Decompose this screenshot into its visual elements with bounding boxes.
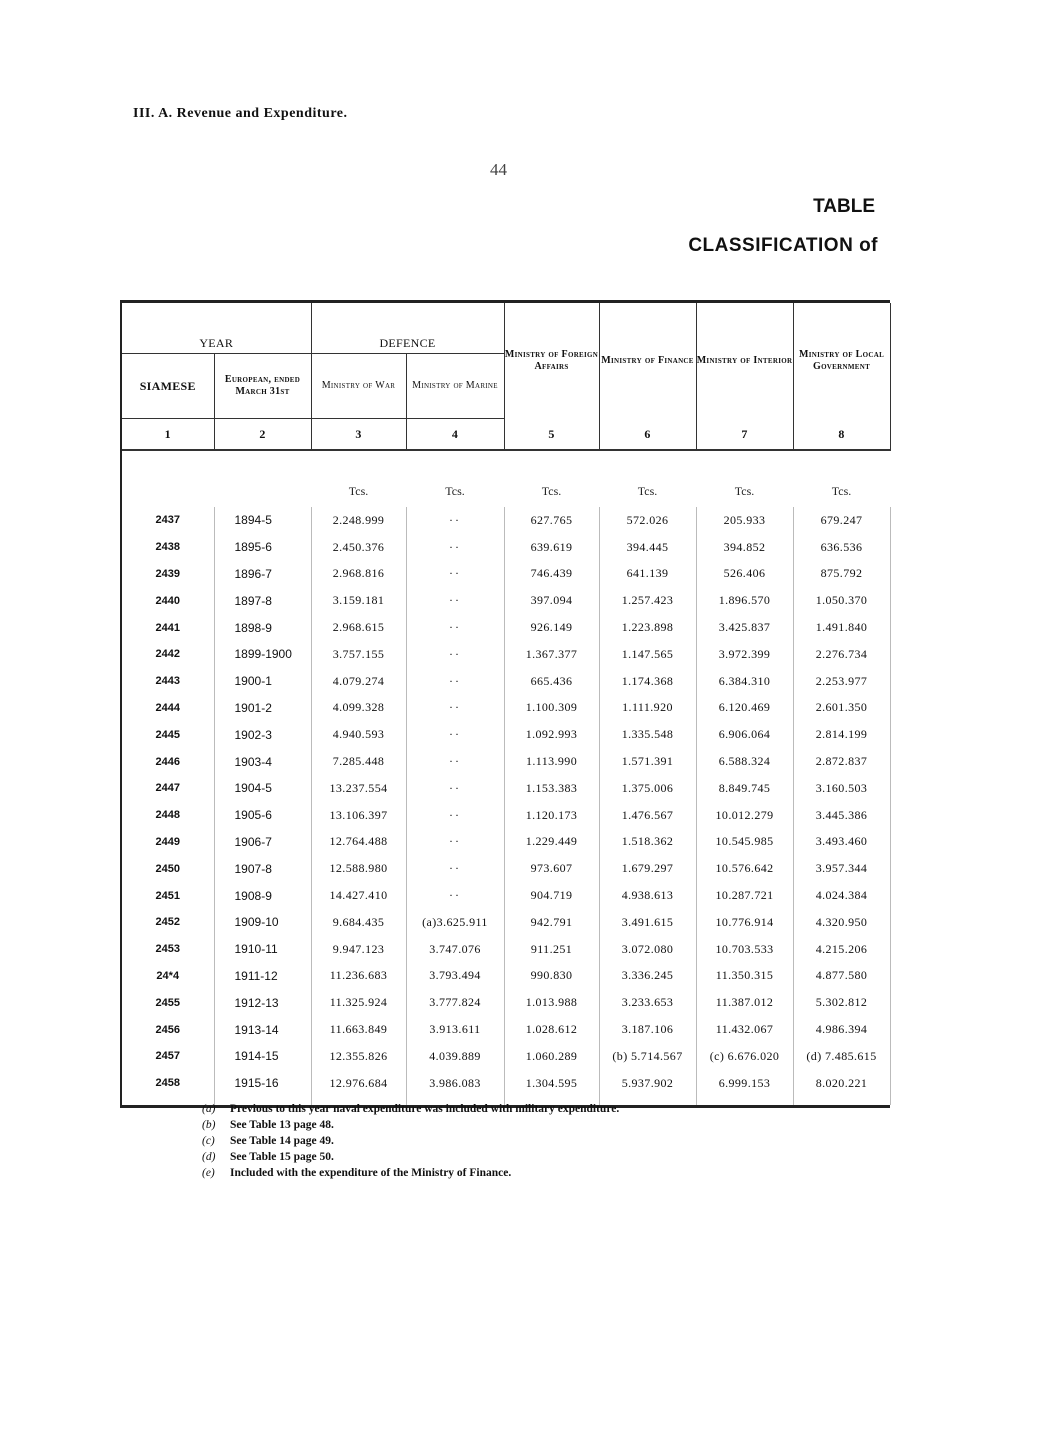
table-title: TABLE	[813, 196, 875, 217]
expenditure-value: 205.933	[696, 507, 793, 534]
expenditure-value: 3.957.344	[793, 855, 890, 882]
european-year: 1909-10	[214, 909, 311, 936]
footnote-mark: (e)	[202, 1167, 215, 1179]
footnote	[202, 1149, 619, 1165]
expenditure-table-wrapper	[120, 300, 890, 1108]
expenditure-value: 4.877.580	[793, 963, 890, 990]
table-row	[122, 1043, 890, 1070]
table-body	[122, 450, 890, 1105]
european-year: 1901-2	[214, 695, 311, 722]
expenditure-value: ··	[406, 748, 504, 775]
expenditure-value: 10.012.279	[696, 802, 793, 829]
expenditure-value: 1.476.567	[599, 802, 696, 829]
expenditure-value: 1.518.362	[599, 829, 696, 856]
expenditure-value: 394.445	[599, 534, 696, 561]
footnote-mark: (a)	[202, 1103, 216, 1115]
expenditure-value: 3.445.386	[793, 802, 890, 829]
footnote-text: Included with the expenditure of the Ministry of Finance.	[230, 1167, 512, 1179]
siamese-year: 2448	[122, 802, 214, 829]
european-year: 1914-15	[214, 1043, 311, 1070]
siamese-year: 2446	[122, 748, 214, 775]
footnote-text: Previous to this year naval expenditure was included with military expenditure.	[230, 1103, 620, 1115]
expenditure-value: 639.619	[504, 534, 599, 561]
expenditure-value: 4.099.328	[311, 695, 406, 722]
expenditure-value: 1.028.612	[504, 1016, 599, 1043]
expenditure-value: ··	[406, 587, 504, 614]
expenditure-value: 12.764.488	[311, 829, 406, 856]
header-european: European, ended March 31st	[214, 354, 311, 419]
table-row	[122, 534, 890, 561]
expenditure-value: 4.215.206	[793, 936, 890, 963]
expenditure-value: 6.384.310	[696, 668, 793, 695]
expenditure-value: 1.896.570	[696, 587, 793, 614]
header-defence: DEFENCE	[311, 303, 504, 354]
header-finance: Ministry of Finance	[599, 303, 696, 419]
expenditure-value: 3.425.837	[696, 614, 793, 641]
expenditure-value: 6.120.469	[696, 695, 793, 722]
european-year: 1896-7	[214, 561, 311, 588]
expenditure-value: ··	[406, 882, 504, 909]
table-row	[122, 909, 890, 936]
expenditure-value: (d) 7.485.615	[793, 1043, 890, 1070]
expenditure-value: 1.257.423	[599, 587, 696, 614]
siamese-year: 2449	[122, 829, 214, 856]
siamese-year: 2453	[122, 936, 214, 963]
european-year: 1895-6	[214, 534, 311, 561]
expenditure-value: 2.253.977	[793, 668, 890, 695]
unit-blank	[214, 450, 311, 507]
expenditure-value: ··	[406, 507, 504, 534]
header-ministry-war: Ministry of War	[311, 354, 406, 419]
expenditure-value: 1.375.006	[599, 775, 696, 802]
header-interior: Ministry of Interior	[696, 303, 793, 419]
expenditure-value: 2.450.376	[311, 534, 406, 561]
expenditure-value: ··	[406, 561, 504, 588]
footnote	[202, 1101, 619, 1117]
expenditure-value: ··	[406, 641, 504, 668]
expenditure-value: 3.747.076	[406, 936, 504, 963]
siamese-year: 2450	[122, 855, 214, 882]
expenditure-value: 942.791	[504, 909, 599, 936]
european-year: 1908-9	[214, 882, 311, 909]
expenditure-value: 4.320.950	[793, 909, 890, 936]
footnote	[202, 1133, 619, 1149]
expenditure-value: 990.830	[504, 963, 599, 990]
expenditure-value: 3.187.106	[599, 1016, 696, 1043]
siamese-year: 2458	[122, 1070, 214, 1105]
expenditure-value: (b) 5.714.567	[599, 1043, 696, 1070]
expenditure-value: 1.367.377	[504, 641, 599, 668]
expenditure-value: 7.285.448	[311, 748, 406, 775]
expenditure-value: 1.111.920	[599, 695, 696, 722]
expenditure-value: ··	[406, 802, 504, 829]
european-year: 1900-1	[214, 668, 311, 695]
table-row	[122, 641, 890, 668]
expenditure-value: 3.777.824	[406, 989, 504, 1016]
expenditure-value: 4.938.613	[599, 882, 696, 909]
european-year: 1902-3	[214, 721, 311, 748]
column-number-6: 6	[599, 419, 696, 451]
expenditure-value: 3.491.615	[599, 909, 696, 936]
siamese-year: 2445	[122, 721, 214, 748]
unit-label: Tcs.	[348, 484, 369, 498]
expenditure-value: 6.588.324	[696, 748, 793, 775]
siamese-year: 2439	[122, 561, 214, 588]
table-row	[122, 936, 890, 963]
expenditure-value: 4.986.394	[793, 1016, 890, 1043]
european-year: 1899-1900	[214, 641, 311, 668]
table-row	[122, 1070, 890, 1105]
table-row	[122, 748, 890, 775]
column-number-8: 8	[793, 419, 890, 451]
expenditure-value: 3.160.503	[793, 775, 890, 802]
expenditure-value: 1.113.990	[504, 748, 599, 775]
expenditure-value: 665.436	[504, 668, 599, 695]
expenditure-value: 1.491.840	[793, 614, 890, 641]
expenditure-value: 11.432.067	[696, 1016, 793, 1043]
footnote-mark: (c)	[202, 1135, 215, 1147]
expenditure-value: 11.236.683	[311, 963, 406, 990]
expenditure-value: 14.427.410	[311, 882, 406, 909]
expenditure-value: 1.153.383	[504, 775, 599, 802]
european-year: 1904-5	[214, 775, 311, 802]
footnotes	[202, 1101, 619, 1181]
table-row	[122, 775, 890, 802]
expenditure-value: 1.223.898	[599, 614, 696, 641]
footnote	[202, 1165, 619, 1181]
expenditure-value: 1.229.449	[504, 829, 599, 856]
expenditure-value: 12.976.684	[311, 1070, 406, 1105]
expenditure-value: 2.872.837	[793, 748, 890, 775]
siamese-year: 2452	[122, 909, 214, 936]
expenditure-value: 1.120.173	[504, 802, 599, 829]
expenditure-value: ··	[406, 695, 504, 722]
expenditure-value: 1.100.309	[504, 695, 599, 722]
expenditure-value: 973.607	[504, 855, 599, 882]
expenditure-value: 5.302.812	[793, 989, 890, 1016]
expenditure-value: (c) 6.676.020	[696, 1043, 793, 1070]
table-row	[122, 721, 890, 748]
european-year: 1905-6	[214, 802, 311, 829]
unit-label: Tcs.	[541, 484, 562, 498]
expenditure-value: 636.536	[793, 534, 890, 561]
table-row	[122, 963, 890, 990]
expenditure-value: 3.986.083	[406, 1070, 504, 1105]
table-row	[122, 802, 890, 829]
footnote-mark: (d)	[202, 1151, 216, 1163]
unit-label: Tcs.	[637, 484, 658, 498]
expenditure-value: ··	[406, 829, 504, 856]
european-year: 1897-8	[214, 587, 311, 614]
siamese-year: 2438	[122, 534, 214, 561]
expenditure-value: 9.684.435	[311, 909, 406, 936]
expenditure-value: 4.024.384	[793, 882, 890, 909]
table-row	[122, 989, 890, 1016]
column-number-4: 4	[406, 419, 504, 451]
siamese-year: 2440	[122, 587, 214, 614]
expenditure-value: 11.663.849	[311, 1016, 406, 1043]
section-heading: III. A. Revenue and Expenditure.	[133, 106, 348, 121]
expenditure-value: 4.079.274	[311, 668, 406, 695]
column-number-7: 7	[696, 419, 793, 451]
european-year: 1906-7	[214, 829, 311, 856]
expenditure-value: 9.947.123	[311, 936, 406, 963]
expenditure-value: ··	[406, 534, 504, 561]
expenditure-value: 1.060.289	[504, 1043, 599, 1070]
expenditure-value: 12.588.980	[311, 855, 406, 882]
unit-label: Tcs.	[831, 484, 852, 498]
expenditure-value: 3.972.399	[696, 641, 793, 668]
european-year: 1913-14	[214, 1016, 311, 1043]
expenditure-value: 3.336.245	[599, 963, 696, 990]
expenditure-value: 1.013.988	[504, 989, 599, 1016]
expenditure-value: 1.092.993	[504, 721, 599, 748]
expenditure-value: 679.247	[793, 507, 890, 534]
table-row	[122, 614, 890, 641]
expenditure-table	[122, 303, 891, 1105]
expenditure-value: ··	[406, 721, 504, 748]
expenditure-value: 4.940.593	[311, 721, 406, 748]
expenditure-value: 13.237.554	[311, 775, 406, 802]
european-year: 1894-5	[214, 507, 311, 534]
expenditure-value: 3.757.155	[311, 641, 406, 668]
table-row	[122, 561, 890, 588]
expenditure-value: 10.703.533	[696, 936, 793, 963]
european-year: 1912-13	[214, 989, 311, 1016]
expenditure-value: 10.545.985	[696, 829, 793, 856]
column-number-row	[122, 419, 890, 451]
european-year: 1907-8	[214, 855, 311, 882]
expenditure-value: 641.139	[599, 561, 696, 588]
expenditure-value: 904.719	[504, 882, 599, 909]
european-year: 1898-9	[214, 614, 311, 641]
european-year: 1910-11	[214, 936, 311, 963]
expenditure-value: 526.406	[696, 561, 793, 588]
table-row	[122, 695, 890, 722]
expenditure-value: 13.106.397	[311, 802, 406, 829]
table-row	[122, 882, 890, 909]
expenditure-value: 6.999.153	[696, 1070, 793, 1105]
expenditure-value: 11.387.012	[696, 989, 793, 1016]
table-row	[122, 668, 890, 695]
expenditure-value: 2.601.350	[793, 695, 890, 722]
expenditure-value: 627.765	[504, 507, 599, 534]
expenditure-value: 3.072.080	[599, 936, 696, 963]
expenditure-value: 1.679.297	[599, 855, 696, 882]
expenditure-value: 2.968.615	[311, 614, 406, 641]
expenditure-value: 2.968.816	[311, 561, 406, 588]
expenditure-value: 875.792	[793, 561, 890, 588]
expenditure-value: 3.493.460	[793, 829, 890, 856]
expenditure-value: 1.050.370	[793, 587, 890, 614]
expenditure-value: 11.325.924	[311, 989, 406, 1016]
unit-label: Tcs.	[445, 484, 465, 498]
expenditure-value: 3.159.181	[311, 587, 406, 614]
european-year: 1903-4	[214, 748, 311, 775]
expenditure-value: 3.793.494	[406, 963, 504, 990]
expenditure-value: 911.251	[504, 936, 599, 963]
header-year: YEAR	[122, 303, 311, 354]
expenditure-value: 2.276.734	[793, 641, 890, 668]
expenditure-value: 1.147.565	[599, 641, 696, 668]
expenditure-value: 926.149	[504, 614, 599, 641]
siamese-year: 2437	[122, 507, 214, 534]
expenditure-value: 8.849.745	[696, 775, 793, 802]
expenditure-value: (a)3.625.911	[406, 909, 504, 936]
expenditure-value: ··	[406, 775, 504, 802]
expenditure-value: 10.776.914	[696, 909, 793, 936]
european-year: 1911-12	[214, 963, 311, 990]
table-row	[122, 587, 890, 614]
expenditure-value: 12.355.826	[311, 1043, 406, 1070]
table-row	[122, 855, 890, 882]
expenditure-value: 746.439	[504, 561, 599, 588]
expenditure-value: 4.039.889	[406, 1043, 504, 1070]
siamese-year: 2442	[122, 641, 214, 668]
header-ministry-marine: Ministry of Marine	[406, 354, 504, 419]
page-number: 44	[490, 160, 507, 179]
expenditure-value: ··	[406, 668, 504, 695]
table-row	[122, 829, 890, 856]
unit-blank	[122, 450, 214, 507]
footnote	[202, 1117, 619, 1133]
expenditure-value: 1.571.391	[599, 748, 696, 775]
siamese-year: 2455	[122, 989, 214, 1016]
expenditure-value: 1.335.548	[599, 721, 696, 748]
expenditure-value: 10.287.721	[696, 882, 793, 909]
siamese-year: 2456	[122, 1016, 214, 1043]
footnote-text: See Table 13 page 48.	[230, 1119, 334, 1131]
footnote-text: See Table 14 page 49.	[230, 1135, 334, 1147]
expenditure-value: ··	[406, 614, 504, 641]
expenditure-value: 394.852	[696, 534, 793, 561]
expenditure-value: 8.020.221	[793, 1070, 890, 1105]
expenditure-value: 397.094	[504, 587, 599, 614]
unit-row	[122, 450, 890, 507]
table-subtitle: CLASSIFICATION of	[688, 235, 878, 256]
siamese-year: 2444	[122, 695, 214, 722]
expenditure-value: ··	[406, 855, 504, 882]
header-siamese: SIAMESE	[122, 354, 214, 419]
unit-label: Tcs.	[734, 484, 755, 498]
table-row	[122, 1016, 890, 1043]
expenditure-value: 5.937.902	[599, 1070, 696, 1105]
siamese-year: 24*4	[122, 963, 214, 990]
column-number-5: 5	[504, 419, 599, 451]
header-local-government: Ministry of Local Government	[793, 303, 890, 419]
expenditure-value: 2.814.199	[793, 721, 890, 748]
column-number-1: 1	[122, 419, 214, 451]
column-number-3: 3	[311, 419, 406, 451]
expenditure-value: 2.248.999	[311, 507, 406, 534]
siamese-year: 2457	[122, 1043, 214, 1070]
footnote-mark: (b)	[202, 1119, 216, 1131]
expenditure-value: 1.174.368	[599, 668, 696, 695]
expenditure-value: 3.913.611	[406, 1016, 504, 1043]
footnote-text: See Table 15 page 50.	[230, 1151, 334, 1163]
expenditure-value: 572.026	[599, 507, 696, 534]
expenditure-value: 3.233.653	[599, 989, 696, 1016]
siamese-year: 2451	[122, 882, 214, 909]
header-foreign-affairs: Ministry of Foreign Affairs	[504, 303, 599, 419]
column-number-2: 2	[214, 419, 311, 451]
expenditure-value: 10.576.642	[696, 855, 793, 882]
siamese-year: 2441	[122, 614, 214, 641]
expenditure-value: 1.304.595	[504, 1070, 599, 1105]
siamese-year: 2443	[122, 668, 214, 695]
siamese-year: 2447	[122, 775, 214, 802]
expenditure-value: 11.350.315	[696, 963, 793, 990]
european-year: 1915-16	[214, 1070, 311, 1105]
expenditure-value: 6.906.064	[696, 721, 793, 748]
table-row	[122, 507, 890, 534]
